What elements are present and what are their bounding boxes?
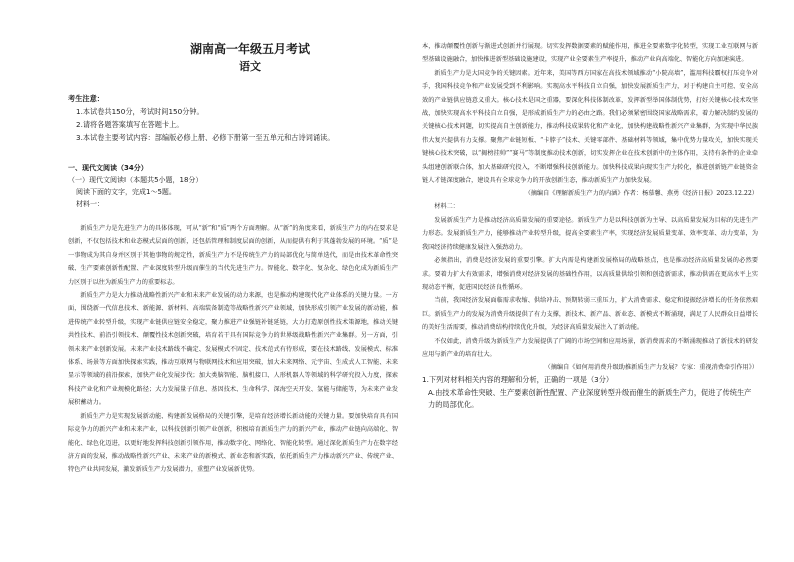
notice-item: 1.本试卷共150分，考试时间150分钟。 [76,107,204,116]
notice-item: 2.请将各题答案填写在答题卡上。 [76,120,184,129]
question-stem: 1.下列对材料相关内容的理解和分析，正确的一项是（3分） [422,375,614,385]
subsection-title: （一）现代文阅读Ⅰ（本题共5小题，18分） [68,176,203,184]
material-label: 材料一： [76,200,104,208]
reading-instruction: 阅读下面的文字，完成1～5题。 [76,188,176,196]
paragraph: 新质生产力是实现发展新动能、构建新发展格局的关键引擎，是培育经济增长新动能的关键力量。要加快培育具有国际竞争力的新兴产业和未来产业，以科技创新引领产业创新，积极培育新质生产力的新兴产业，推动产业链向高端化、智能化、绿色化迈进，以更好地发挥科技创新引领作用，推动数字化、网络化、智能化转型。通过深化新质生产力在数字经济方面的发展，推动战略性新兴产业、未来产业的新模式、新业态和新实践，依托新质生产力推动新兴产业、传统产业、特色产业共同发展，激发新质生产力发展潜力，重塑产业发展新优势。 [68,412,398,474]
paragraph: 不仅如此，消费升级为新质生产力发展提供了广阔的市场空间和应用场景，新消费需求的不断涌现推动了新技术的研发应用与新产业的培育壮大。 [422,337,758,358]
section-header [68,162,398,210]
notice-heading: 考生注意： [68,94,104,103]
question-option-a: A.由技术革命性突破、生产要素创新性配置、产业深度转型升级而催生的新质生产力，促进了传统生产力的局部优化。 [428,387,752,410]
paragraph: 发展新质生产力是推动经济高质量发展的重要途径。新质生产力是以科技创新为主导、以高质量发展为目标的先进生产力形态。发展新质生产力，能够推动产业转型升级，提高全要素生产率，实现经济发展质量变革、效率变革、动力变革，为我国经济持续健康发展注入强劲动力。 [422,216,758,251]
exam-title: 湖南高一年级五月考试 [189,42,310,56]
source-citation: （摘编自《理解新质生产力的内涵》作者：杨慕馨、燕勇《经济日报》2023.12.22） [524,190,758,198]
paragraph: 本，推动颠覆性创新与渐进式创新并行展现。切实发挥数据要素的赋能作用，推进全要素数字化转型，实现工业互联网与新型基础设施融合，加快推进新型基础设施建设，实现产业全要素生产率提升，推动产业向高端化、智能化方向加速演进。 [422,43,758,64]
paragraph: 新质生产力是大国竞争的关键因素。近年来，美国等西方国家在高技术领域推动“小院高墙”，滥用科技霸权打压竞争对手，我国科技竞争和产业发展受到不利影响。实现高水平科技自立自强，加快发展新质生产力，对于构建自主可控、安全高效的产业链供应链意义重大。核心技术是国之重器，要深化科技体制改革，发挥新型举国体制优势，打好关键核心技术攻坚战，加快实现高水平科技自立自强，是形成新质生产力的必由之路。我们必须紧密围绕国家战略需求，着力解决制约发展的关键核心技术问题，切实提高自主创新能力，推动科技成果转化和产业化，加快构建战略性新兴产业集群，为实现中华民族伟大复兴提供有力支撑。聚焦产业链短板、“卡脖子”技术、关键零部件、基础材料等领域，集中优势力量攻关，加快实现关键核心技术突破，以“揭榜挂帅”“赛马”等制度推动技术创新，切实发挥企业在技术创新中的主体作用，支持有条件的企业牵头组建创新联合体，加大基础研究投入，不断增强科技创新能力。加快科技成果向现实生产力转化，推进创新链产业链资金链人才链深度融合，建设具有全球竞争力的开放创新生态，推动新质生产力加快发展。 [422,69,758,185]
paragraph: 新质生产力是先进生产力的具体体现，可从“新”和“质”两个方面理解。从“新”的角度来看，新质生产力的内在要求是创新，不仅包括技术和业态模式层面的创新，还包括管理和制度层面的创新，从而提供有利于其蓬勃发展的环境。“质”是一事物成为其自身并区别于其他事物的规定性，新质生产力不是传统生产力的局部优化与简单迭代，而是由技术革命性突破、生产要素创新性配置、产业深度转型升级而催生的当代先进生产力。智能化、数字化、复杂化、绿色化成为新质生产力区别于以往为新质生产力的重要标志。 [68,225,398,286]
paragraph: 新质生产力是大力推动战略性新兴产业和未来产业发展的动力来源，也是推动构建现代化产业体系的关键力量。一方面，围绕新一代信息技术、新能源、新材料、高端装备制造等战略性新兴产业领域，加快形成引领产业发展的新动能，推进传统产业转型升级，实现产业链供应链安全稳定，聚力推进产业强链补链延链，大力打造原创性技术策源地，推动关键共性技术、前沿引领技术、颠覆性技术创新突破，培育若干具有国际竞争力的世界级战略性新兴产业集群。另一方面，引领未来产业创新发展。未来产业技术路线不确定、发展模式不固定、技术范式有待形成，要在技术路线、发展模式、标准体系、场景等方面加快探索实践，推动互联网与物联网技术和应用突破，加大未来网络、元宇宙、生成式人工智能、未来显示等领域的前沿探索，加快产业化发展步伐；加大类脑智能、脑机接口、人形机器人等领域的科学研究投入力度，探索科技产业化和产业规模化路径；大力发展量子信息、基因技术、生命科学、深海空天开发、氢能与储能等，为未来产业发展积蓄动力。 [68,292,398,407]
source-citation: （摘编自《如何用消费升级助推新质生产力发展？专家：重视消费牵引作用》） [544,364,758,372]
right-body [422,40,758,412]
exam-notice [68,92,398,144]
material-label: 材料二： [434,203,459,211]
left-body [68,222,398,477]
section-title: 一、现代文阅读（34分） [68,164,148,172]
paragraph: 当前，我国经济发展面临需求收缩、供给冲击、预期转弱三重压力，扩大消费需求、稳定和提振经济增长的任务依然艰巨。新质生产力的发展为消费升级提供了有力支撑，新技术、新产品、新业态、新模式不断涌现，满足了人民群众日益增长的美好生活需要，推动消费结构持续优化升级，为经济高质量发展注入了新动能。 [422,297,758,332]
paragraph: 必须指出，消费是经济发展的重要引擎。扩大内需是构建新发展格局的战略基点，也是推动经济高质量发展的必然要求。要着力扩大有效需求，增强消费对经济发展的基础性作用，以高质量供给引领和创造新需求，推动供需在更高水平上实现动态平衡，促进国民经济良性循环。 [422,257,758,291]
notice-item: 3.本试卷主要考试内容：部编版必修上册、必修下册第一至五单元和古诗词诵读。 [76,133,335,142]
exam-subject: 语文 [239,60,261,73]
